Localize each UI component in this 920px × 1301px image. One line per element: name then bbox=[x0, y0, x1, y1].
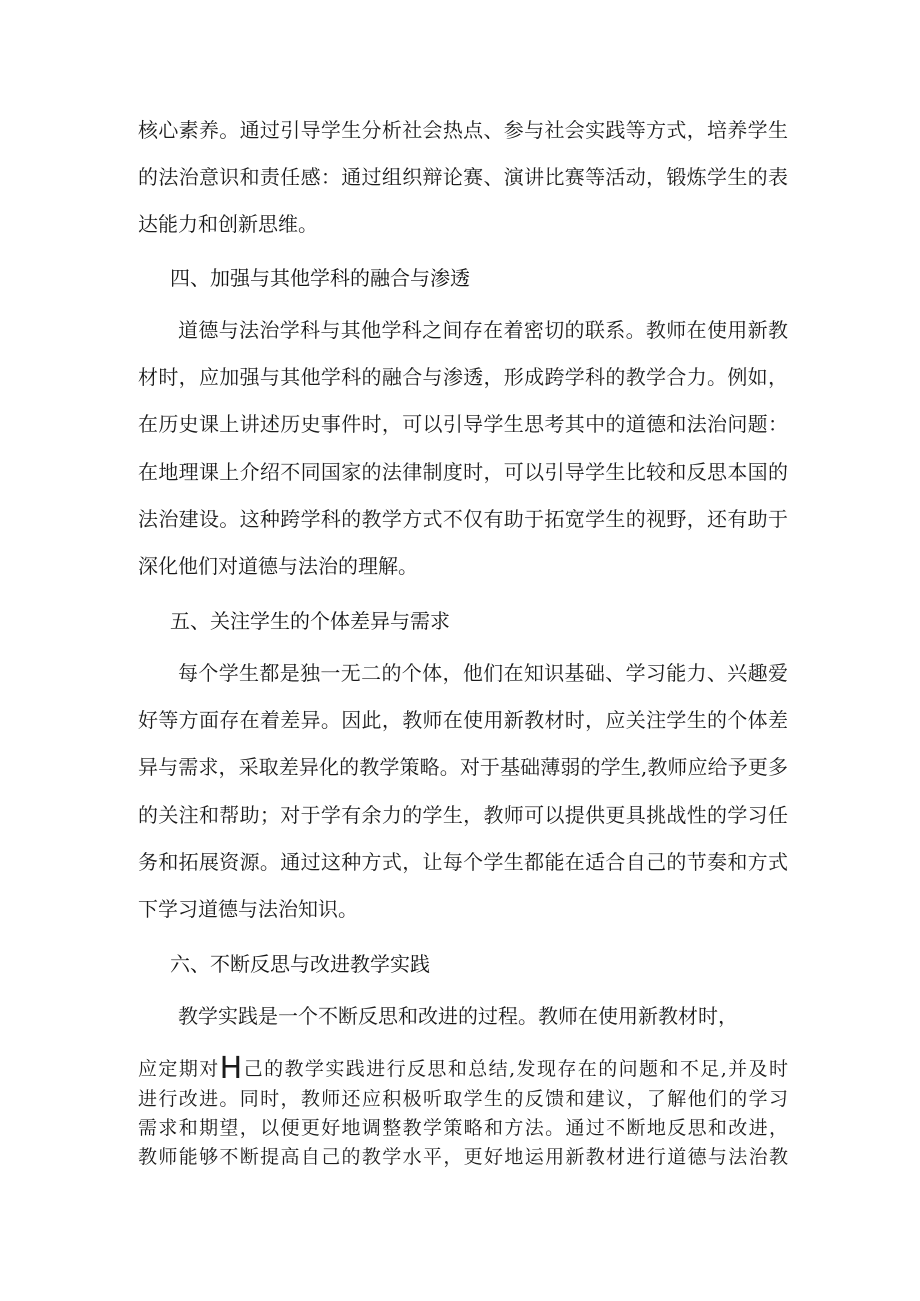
body-text-line: 材时，应加强与其他学科的融合与渗透，形成跨学科的教学合力。例如， bbox=[138, 365, 788, 389]
body-text-line: 深化他们对道德与法治的理解。 bbox=[138, 554, 418, 578]
body-text-line: 异与需求，采取差异化的教学策略。对于基础薄弱的学生,教师应给予更多 bbox=[138, 755, 788, 779]
body-text-line: 好等方面存在着差异。因此，教师在使用新教材时，应关注学生的个体差 bbox=[138, 708, 788, 732]
body-text-line: 达能力和创新思维。 bbox=[138, 212, 318, 236]
body-text-line: 每个学生都是独一无二的个体，他们在知识基础、学习能力、兴趣爱 bbox=[178, 661, 788, 685]
body-text-line: 核心素养。通过引导学生分析社会热点、参与社会实践等方式，培养学生 bbox=[138, 118, 788, 142]
body-text-line: 教师能够不断提高自己的教学水平，更好地运用新教材进行道德与法治教 bbox=[138, 1146, 788, 1168]
body-text-line: 的法治意识和责任感：通过组织辩论赛、演讲比赛等活动，锻炼学生的表 bbox=[138, 165, 788, 189]
body-text-line: 法治建设。这种跨学科的教学方式不仅有助于拓宽学生的视野，还有助于 bbox=[138, 507, 788, 531]
body-text-line bbox=[138, 1051, 788, 1086]
text-segment: 应定期对 bbox=[138, 1058, 220, 1080]
ocr-artifact-character: H bbox=[219, 1051, 243, 1086]
body-text-line: 务和拓展资源。通过这种方式，让每个学生都能在适合自己的节奏和方式 bbox=[138, 850, 788, 874]
body-text-line: 需求和期望，以便更好地调整教学策略和方法。通过不断地反思和改进， bbox=[138, 1117, 788, 1139]
body-text-line: 的关注和帮助；对于学有余力的学生，教师可以提供更具挑战性的学习任 bbox=[138, 803, 788, 827]
text-segment: 己的教学实践进行反思和总结,发现存在的问题和不足,并及时 bbox=[242, 1058, 788, 1080]
body-text-line: 教学实践是一个不断反思和改进的过程。教师在使用新教材时， bbox=[178, 1004, 738, 1028]
body-text-line: 在历史课上讲述历史事件时，可以引导学生思考其中的道德和法治问题： bbox=[138, 412, 788, 436]
body-text-line: 在地理课上介绍不同国家的法律制度时，可以引导学生比较和反思本国的 bbox=[138, 460, 788, 484]
section-heading: 四、加强与其他学科的融合与渗透 bbox=[170, 266, 470, 290]
body-text-line: 进行改进。同时，教师还应积极听取学生的反馈和建议，了解他们的学习 bbox=[138, 1088, 788, 1110]
body-text-line: 道德与法治学科与其他学科之间存在着密切的联系。教师在使用新教 bbox=[178, 318, 788, 342]
section-heading: 六、不断反思与改进教学实践 bbox=[170, 952, 430, 976]
section-heading: 五、关注学生的个体差异与需求 bbox=[170, 609, 450, 633]
body-text-line: 下学习道德与法治知识。 bbox=[138, 897, 358, 921]
